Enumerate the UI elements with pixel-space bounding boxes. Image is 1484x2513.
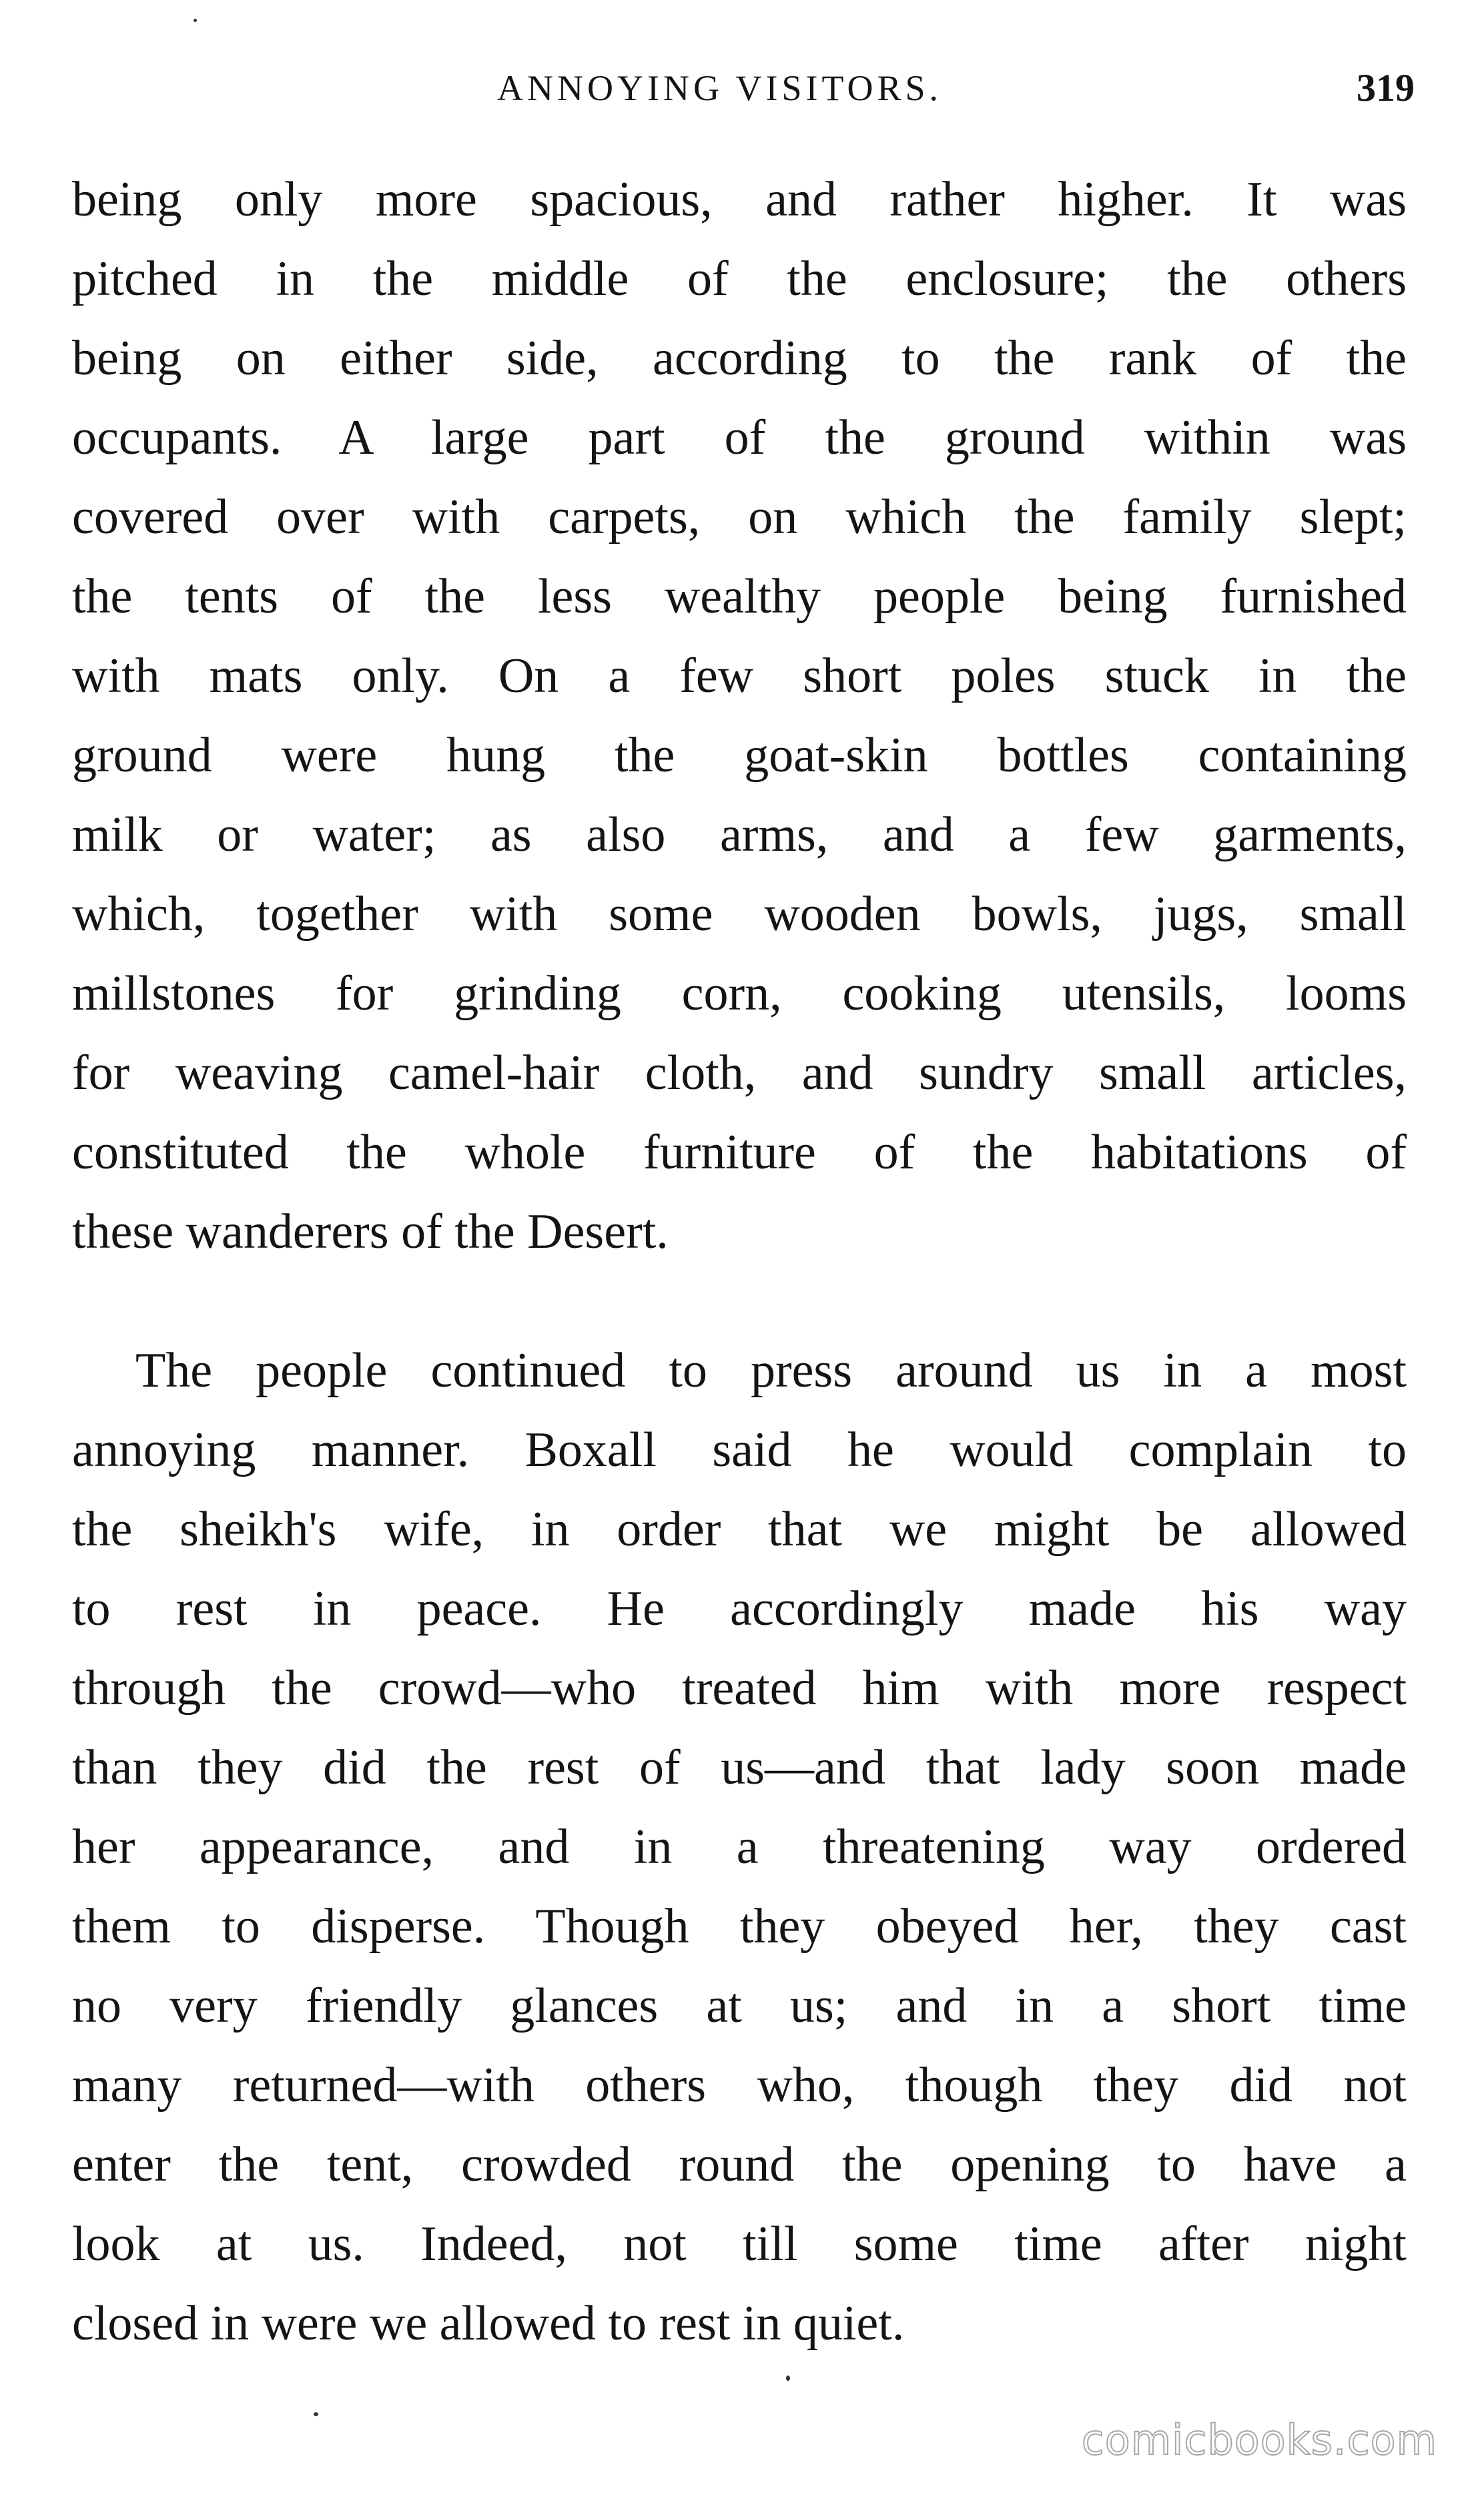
print-speck (786, 2376, 790, 2381)
page-number: 319 (1357, 66, 1415, 109)
text-line: for weaving camel-hair cloth, and sundry small articles, (72, 1046, 1407, 1100)
text-line: covered over with carpets, on which the family slept; (72, 490, 1407, 545)
text-line: to rest in peace. He accordingly made his way (72, 1581, 1407, 1636)
text-line: milk or water; as also arms, and a few garments, (72, 807, 1407, 862)
running-head (0, 61, 1484, 115)
text-line: ground were hung the goat-skin bottles containing (72, 728, 1407, 783)
watermark: comicbooks.com (1081, 2416, 1437, 2464)
text-line: them to disperse. Though they obeyed her, they cast (72, 1899, 1407, 1954)
text-line: the tents of the less wealthy people being furnished (72, 569, 1407, 624)
print-speck (314, 2412, 318, 2416)
text-line: with mats only. On a few short poles stuck in the (72, 649, 1407, 703)
text-line: being only more spacious, and rather higher. It was (72, 172, 1407, 227)
running-head-title: ANNOYING VISITORS. (497, 68, 943, 108)
text-line: than they did the rest of us—and that lady soon made (72, 1740, 1407, 1795)
text-line: millstones for grinding corn, cooking utensils, looms (72, 966, 1407, 1021)
text-line: the sheikh's wife, in order that we might be allowed (72, 1502, 1407, 1557)
text-line: pitched in the middle of the enclosure; the others (72, 252, 1407, 306)
text-line: many returned—with others who, though they did not (72, 2058, 1407, 2113)
text-line: through the crowd—who treated him with more respect (72, 1661, 1407, 1716)
text-line: which, together with some wooden bowls, jugs, small (72, 887, 1407, 942)
print-speck (194, 19, 197, 22)
text-line: annoying manner. Boxall said he would complain to (72, 1423, 1407, 1477)
text-line: constituted the whole furniture of the habitations of (72, 1125, 1407, 1180)
paragraph-2 (72, 1331, 1407, 2364)
text-line: no very friendly glances at us; and in a short time (72, 1979, 1407, 2033)
text-line: her appearance, and in a threatening way ordered (72, 1820, 1407, 1874)
text-line: being on either side, according to the rank of the (72, 331, 1407, 386)
text-line: occupants. A large part of the ground within was (72, 410, 1407, 465)
text-line: look at us. Indeed, not till some time after night (72, 2217, 1407, 2271)
text-line: closed in were we allowed to rest in quiet. (72, 2296, 905, 2351)
paragraph-1 (72, 160, 1407, 1272)
text-line: The people continued to press around us in a most (135, 1343, 1407, 1398)
text-line: enter the tent, crowded round the opening to have a (72, 2137, 1407, 2192)
text-line: these wanderers of the Desert. (72, 1204, 669, 1259)
